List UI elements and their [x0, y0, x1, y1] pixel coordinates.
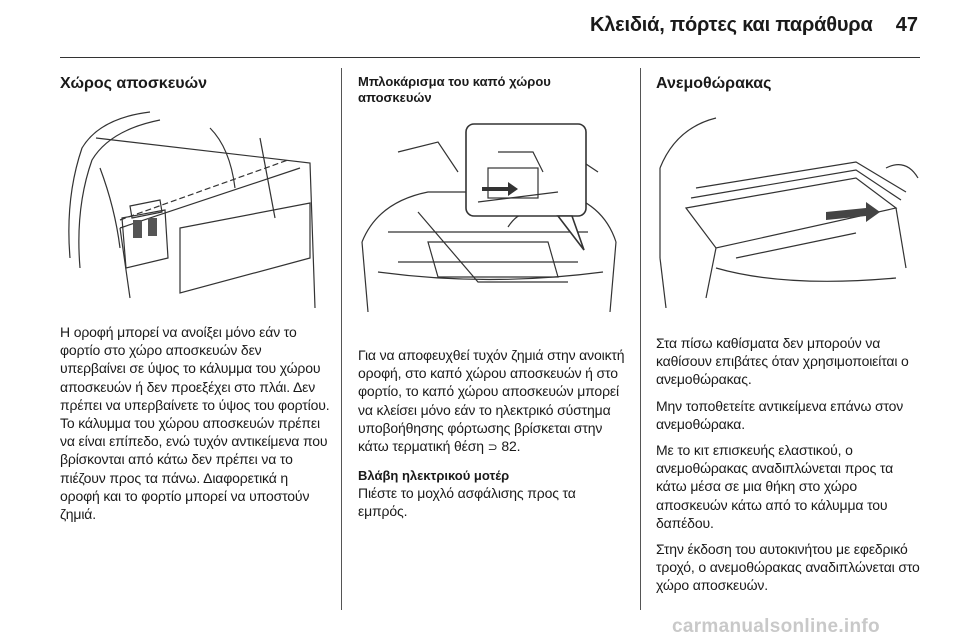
paragraph: Η οροφή μπορεί να ανοίξει μόνο εάν το φορτίο στο χώρο αποσκευών δεν υπερβαίνει σε ύψος το κάλυμμα του χώρου αποσκευών ή δεν προεξέχει στο πλάι. Δεν πρέπει να υπερβαίνετε το ύψος του φορτίου. Το κάλυμμα του χώρου αποσκευών πρέπει να είναι επίπεδο, ενώ τυχόν αντικείμενα που βρίσκονται από κάτω δεν πρέπει να το πιέζουν προς τα πάνω. Διαφορετικά η οροφή και το φορτίο μπορεί να υποστούν ζημιά.	[60, 324, 330, 523]
column-trunk-lid	[358, 74, 628, 106]
column-wind-deflector-text	[656, 334, 926, 595]
column-wind-deflector	[656, 74, 926, 93]
figure-trunk-lid	[358, 112, 618, 312]
column-divider	[640, 68, 641, 610]
subheading-motor-fault: Βλάβη ηλεκτρικού μοτέρ	[358, 468, 510, 484]
paragraph	[358, 346, 628, 456]
column-trunk	[60, 74, 330, 93]
paragraph: Με το κιτ επισκευής ελαστικού, ο ανεμοθώρακας αναδιπλώνεται προς τα κάτω μέσα σε μια θήκη στο χώρο αποσκευών κάτω από το κάλυμμα του δαπέδου.	[656, 442, 894, 531]
page-reference: 82.	[501, 438, 521, 455]
column-trunk-lid-text	[358, 346, 628, 521]
paragraph: Στην έκδοση του αυτοκινήτου με εφεδρικό τροχό, ο ανεμοθώρακας αναδιπλώνεται στο χώρο αποσκευών.	[656, 541, 920, 594]
section-heading-trunk-lid-lock: Μπλοκάρισμα του καπό χώρου αποσκευών	[358, 74, 551, 105]
paragraph: Στα πίσω καθίσματα δεν μπορούν να καθίσουν επιβάτες όταν χρησιμοποιείται ο ανεμοθώρακας.	[656, 335, 909, 388]
paragraph: Πιέστε το μοχλό ασφάλισης προς τα εμπρός.	[358, 485, 576, 520]
figure-trunk-cover	[60, 108, 320, 308]
header-rule	[60, 57, 920, 58]
page-number: 47	[895, 14, 918, 36]
figure-wind-deflector	[656, 108, 916, 308]
paragraph-text: Για να αποφευχθεί τυχόν ζημιά στην ανοικτή οροφή, στο καπό χώρου αποσκευών ή στο φορτίο, το καπό χώρου αποσκευών μπορεί να κλείσει μόνο εάν το ηλεκτρικό σύστημα υποβοήθησης φόρτωσης βρίσκεται στην κάτω τερματική θέση	[358, 347, 625, 455]
column-divider	[341, 68, 342, 610]
section-heading-trunk: Χώρος αποσκευών	[60, 75, 208, 92]
page-header-title: Κλειδιά, πόρτες και παράθυρα	[590, 14, 873, 36]
paragraph: Μην τοποθετείτε αντικείμενα επάνω στον ανεμοθώρακα.	[656, 397, 904, 432]
section-heading-wind-deflector: Ανεμοθώρακας	[656, 75, 772, 92]
column-trunk-text	[60, 323, 330, 523]
watermark: carmanualsonline.info	[672, 616, 880, 637]
page-reference-icon: ⊃	[487, 440, 498, 455]
